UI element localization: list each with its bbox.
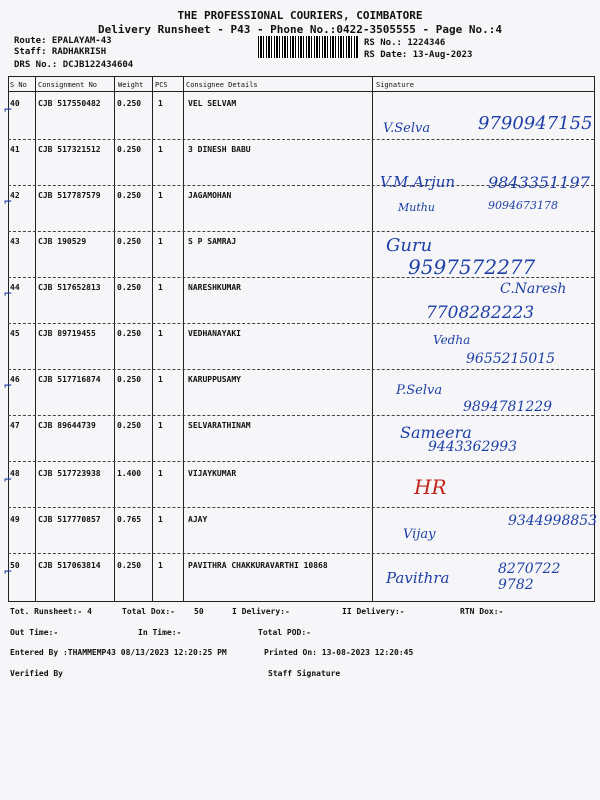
row-sno: 41 [10,145,20,154]
row-consignment: CJB 517652813 [38,283,101,292]
signature-phone: 9655215015 [466,351,556,367]
row-weight: 0.250 [117,145,142,154]
row-sno: 44 [10,283,20,292]
tick-mark: ⌐ [4,195,12,210]
col-header-signature: Signature [376,81,414,89]
row-consignment: CJB 517716874 [38,375,101,384]
row-consignment: CJB 517770857 [38,515,101,524]
signature-phone: 9790947155 [478,113,593,134]
row-consignee: 3 DINESH BABU [188,145,251,154]
row-consignee: VEDHANAYAKI [188,329,241,338]
row-pcs: 1 [158,191,163,200]
total-runsheet: Tot. Runsheet:- 4 [10,607,92,616]
row-sno: 42 [10,191,20,200]
rtn-dox: RTN Dox:- [460,607,504,616]
tick-mark: ⌐ [4,473,12,488]
row-weight: 0.250 [117,237,142,246]
row-weight: 0.250 [117,421,142,430]
col-header-consignee: Consignee Details [186,81,258,89]
row-pcs: 1 [158,99,163,108]
row-consignment: CJB 517787579 [38,191,101,200]
signature-phone: 9894781229 [463,399,553,415]
runsheet-subtitle: Delivery Runsheet - P43 - Phone No.:0422-3505555 - Page No.:4 [98,23,502,36]
out-time: Out Time:- [10,628,59,637]
tick-mark: ⌐ [4,379,12,394]
row-consignment: CJB 89719455 [38,329,96,338]
rs-date: RS Date: 13-Aug-2023 [364,50,473,60]
row-consignment: CJB 517550482 [38,99,101,108]
signature-phone: 9443362993 [428,439,518,455]
row-sno: 47 [10,421,20,430]
row-pcs: 1 [158,469,163,478]
signature-name: P.Selva [396,383,443,398]
signature-name: Muthu [398,201,435,214]
signature-phone: 9843351197 [488,173,590,192]
ii-delivery: II Delivery:- [342,607,405,616]
tick-mark: ⌐ [4,287,12,302]
signature-name: Pavithra [386,569,450,587]
runsheet-table [4,76,598,602]
row-consignment: CJB 89644739 [38,421,96,430]
signature-phone: 7708282223 [426,303,535,323]
row-pcs: 1 [158,515,163,524]
drs-number: DRS No.: DCJB122434604 [14,60,134,70]
row-weight: 1.400 [117,469,142,478]
signature-phone: 8270722 9782 [498,561,561,593]
row-consignee: JAGAMOHAN [188,191,232,200]
row-pcs: 1 [158,145,163,154]
row-consignee: S P SAMRAJ [188,237,237,246]
signature-name: Vedha [433,333,471,347]
total-dox-label: Total Dox:- [122,607,175,616]
row-weight: 0.250 [117,283,142,292]
signature-phone: 9344998853 [508,513,598,529]
signature-phone: 9597572277 [408,255,536,279]
row-pcs: 1 [158,283,163,292]
col-header-consignment: Consignment No [38,81,98,89]
row-consignee: SELVARATHINAM [188,421,251,430]
staff-label: Staff: RADHAKRISH [14,47,107,57]
row-consignee: KARUPPUSAMY [188,375,241,384]
row-consignment: CJB 517063814 [38,561,101,570]
row-consignment: CJB 517723938 [38,469,101,478]
in-time: In Time:- [138,628,182,637]
tick-mark: ⌐ [4,103,12,118]
row-weight: 0.250 [117,191,142,200]
staff-signature: Staff Signature [268,669,341,678]
signature-name: C.Naresh [500,281,567,297]
col-header-weight: Weight [118,81,144,89]
row-pcs: 1 [158,421,163,430]
row-consignment: CJB 190529 [38,237,87,246]
total-dox-value: 50 [194,607,204,616]
printed-on: Printed On: 13-08-2023 12:20:45 [264,648,414,657]
row-consignee: NARESHKUMAR [188,283,241,292]
signature-phone: 9094673178 [488,199,558,212]
row-sno: 48 [10,469,20,478]
route-label: Route: EPALAYAM-43 [14,36,112,46]
row-sno: 43 [10,237,20,246]
row-consignment: CJB 517321512 [38,145,101,154]
row-consignee: AJAY [188,515,208,524]
col-header-pcs: PCS [155,81,168,89]
row-weight: 0.250 [117,561,142,570]
signature-name: Guru [386,235,433,256]
rs-number: RS No.: 1224346 [364,38,446,48]
tick-mark: ⌐ [4,565,12,580]
signature-name: V.M.Arjun [380,173,456,191]
entered-by: Entered By :THAMMEMP43 08/13/2023 12:20:25 PM [10,648,227,657]
row-sno: 40 [10,99,20,108]
row-pcs: 1 [158,237,163,246]
row-sno: 46 [10,375,20,384]
row-pcs: 1 [158,375,163,384]
company-title: THE PROFESSIONAL COURIERS, COIMBATORE [177,9,423,22]
row-weight: 0.250 [117,99,142,108]
signature-name: Vijay [403,527,436,542]
col-header-sno: S No [10,81,27,89]
row-weight: 0.250 [117,375,142,384]
row-consignee: PAVITHRA CHAKKURAVARTHI 10868 [188,561,328,570]
signature-name: V.Selva [383,121,431,136]
row-pcs: 1 [158,561,163,570]
row-weight: 0.250 [117,329,142,338]
row-consignee: VIJAYKUMAR [188,469,237,478]
barcode [258,36,358,58]
row-pcs: 1 [158,329,163,338]
total-pod: Total POD:- [258,628,311,637]
row-weight: 0.765 [117,515,142,524]
row-sno: 45 [10,329,20,338]
i-delivery: I Delivery:- [232,607,290,616]
verified-by: Verified By [10,669,63,678]
row-sno: 49 [10,515,20,524]
signature-name: Sameera [400,423,472,442]
row-consignee: VEL SELVAM [188,99,237,108]
signature-name: HR [414,475,447,499]
row-sno: 50 [10,561,20,570]
